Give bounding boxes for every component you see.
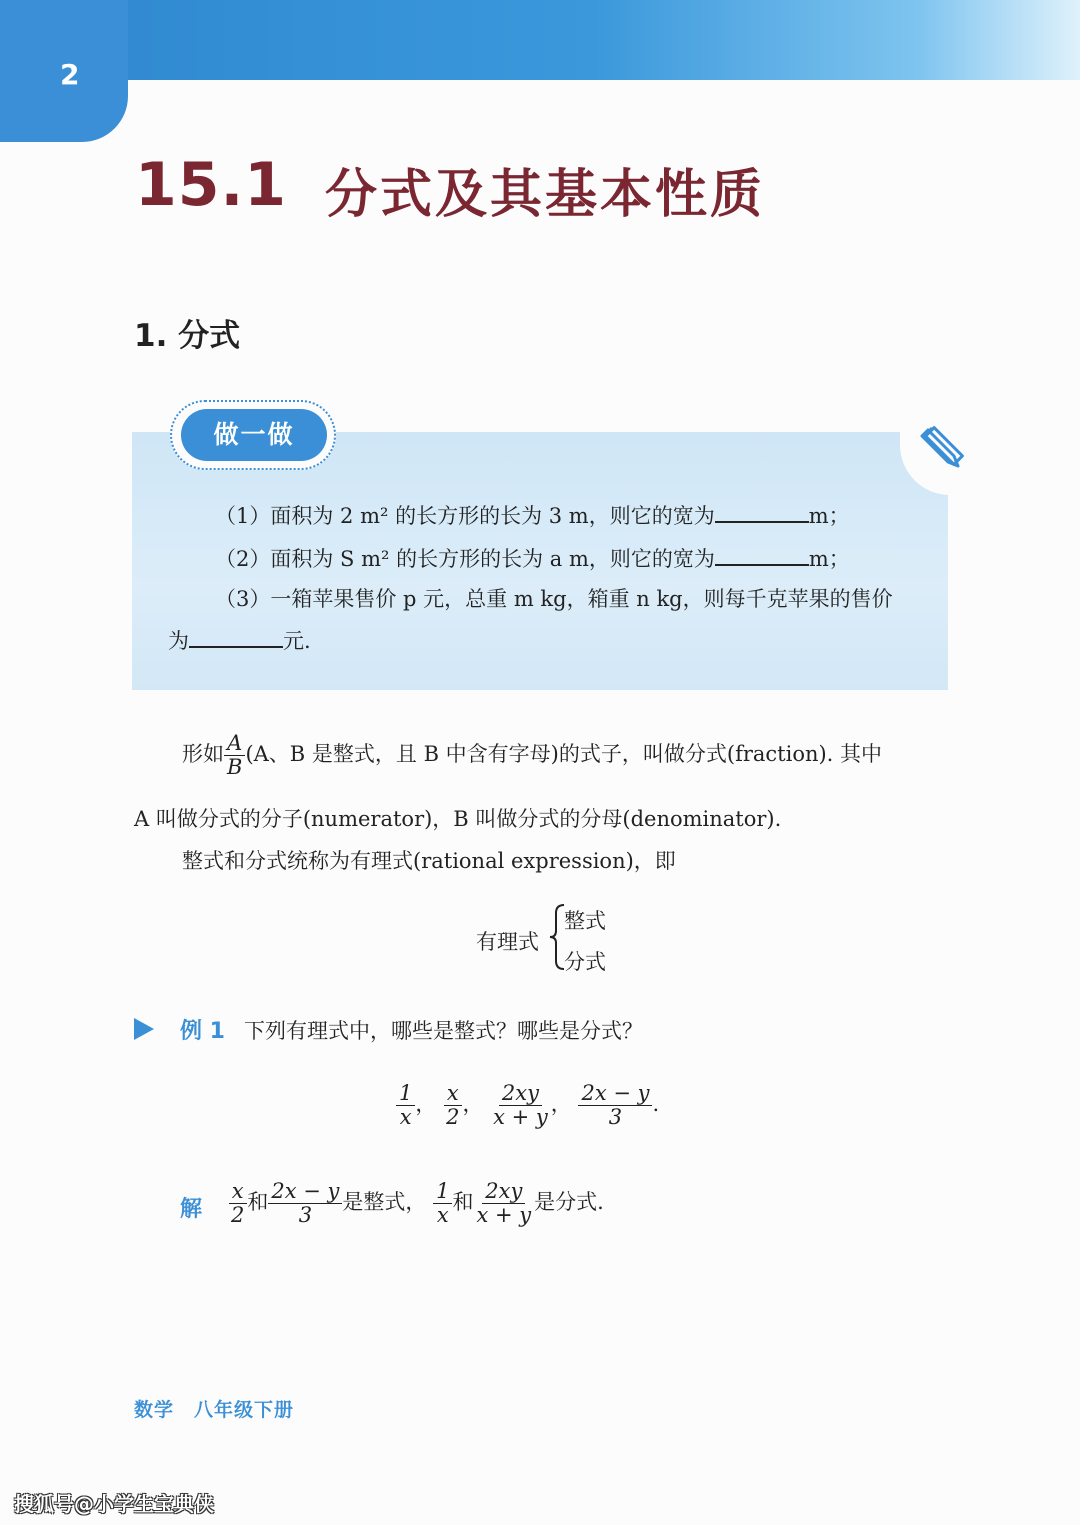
question-3-line2: 为 元. (168, 629, 311, 653)
answer-blank-2[interactable] (715, 546, 809, 566)
definition-line1: 形如 $\frac{A}{B}$ (A、B 是整式，且 B 中含有字母)的式子，叫做分式(fraction). 其中 (182, 731, 883, 780)
watermark: 搜狐号@小学生宝典侠 (14, 1492, 214, 1516)
section-number: 15.1 (135, 150, 288, 220)
fraction-3: $\frac{2xy}{x + y}$ (493, 1081, 548, 1130)
question-1: （1）面积为 2 m² 的长方形的长为 3 m，则它的宽为 m； (215, 504, 850, 528)
solution-fraction-4: $\frac{2xy}{x + y}$ (476, 1179, 532, 1228)
example-question: 下列有理式中，哪些是整式？哪些是分式？ (244, 1019, 643, 1043)
page-footer: 数学 八年级下册 (134, 1399, 295, 1421)
section-title: 分式及其基本性质 (325, 165, 766, 225)
fraction-1: $\frac{1}{x}$ (396, 1082, 415, 1129)
question-2: （2）面积为 S m² 的长方形的长为 a m，则它的宽为 m； (215, 547, 850, 571)
example-label: 例 1 (180, 1019, 225, 1044)
answer-blank-3[interactable] (189, 628, 283, 648)
definition-line3: 整式和分式统称为有理式(rational expression)，即 (182, 849, 676, 873)
solution-fraction-1: $\frac{x}{2}$ (228, 1180, 247, 1227)
definition-fraction: $\frac{A}{B}$ (224, 732, 245, 779)
subsection-title: 1. 分式 (134, 318, 241, 354)
pencil-ruler-icon (914, 418, 970, 474)
solution-fraction-3: $\frac{1}{x}$ (433, 1180, 452, 1227)
fraction-4: $\frac{2x - y}{3}$ (578, 1082, 652, 1129)
classification-branch-1: 整式 (564, 909, 606, 933)
classification-root: 有理式 (476, 930, 539, 954)
example-fractions: $\frac{1}{x}$ ， $\frac{x}{2}$ ， $\frac{2xy}{x + y}$ ， $\frac{2x - y}{3}$ . (396, 1082, 659, 1129)
solution-label: 解 (180, 1197, 203, 1222)
activity-badge: 做一做 (181, 409, 327, 461)
solution-text: $\frac{x}{2}$ 和 $\frac{2x - y}{3}$ 是整式， $\frac{1}{x}$ 和 $\frac{2xy}{x + y}$ 是分式. (228, 1180, 604, 1227)
fraction-2: $\frac{x}{2}$ (443, 1082, 462, 1129)
page-number: 2 (60, 58, 80, 91)
header-band (0, 0, 1080, 80)
example-marker-icon (134, 1018, 154, 1040)
solution-fraction-2: $\frac{2x - y}{3}$ (268, 1180, 342, 1227)
answer-blank-1[interactable] (715, 503, 809, 523)
classification-branch-2: 分式 (564, 950, 606, 974)
definition-line2: A 叫做分式的分子(numerator)，B 叫做分式的分母(denominator). (134, 807, 782, 831)
question-3-line1: （3）一箱苹果售价 p 元，总重 m kg，箱重 n kg，则每千克苹果的售价 (215, 587, 893, 611)
